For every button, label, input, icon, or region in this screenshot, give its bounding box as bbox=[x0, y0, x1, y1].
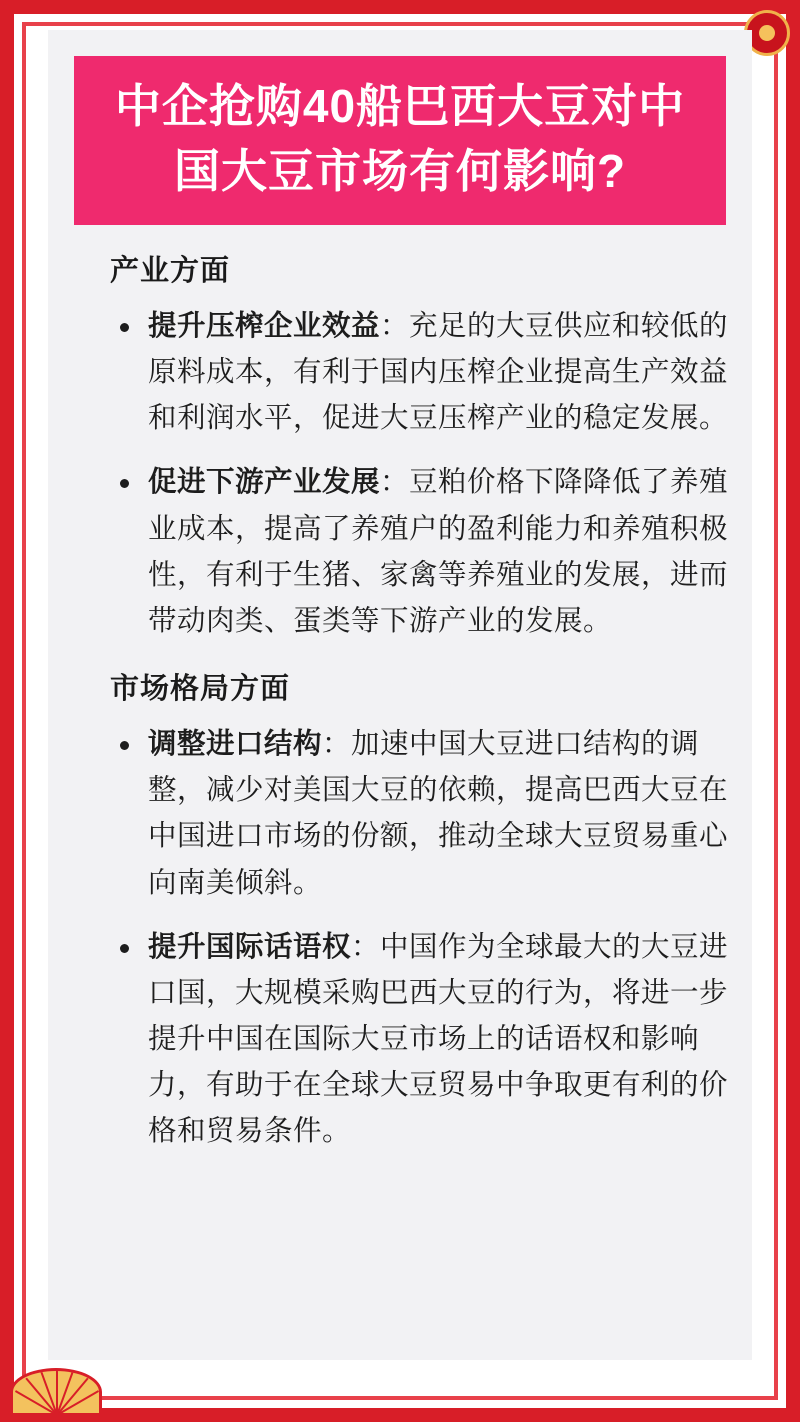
bullet-text: ：中国作为全球最大的大豆进口国，大规模采购巴西大豆的行为，将进一步提升中国在国际大豆市场上的话语权和影响力，有助于在全球大豆贸易中争取更有利的价格和贸易条件。 bbox=[148, 930, 729, 1148]
bullet-text: ：豆粕价格下降降低了养殖业成本，提高了养殖户的盈利能力和养殖积极性，有利于生猪、家禽等养殖业的发展，进而带动肉类、蛋类等下游产业的发展。 bbox=[148, 466, 729, 637]
page-title-line-2: 国大豆市场有何影响? bbox=[173, 145, 627, 198]
folding-fan-icon bbox=[10, 1368, 102, 1416]
section-heading-market: 市场格局方面 bbox=[110, 673, 291, 706]
bullet-lead: 调整进口结构 bbox=[148, 728, 323, 761]
content-card bbox=[48, 30, 752, 1360]
bullet-lead: 提升压榨企业效益 bbox=[148, 310, 381, 342]
bullet-list-industry bbox=[110, 303, 750, 644]
title-banner bbox=[74, 56, 726, 225]
bullet-text: ：加速中国大豆进口结构的调整，减少对美国大豆的依赖，提高巴西大豆在中国进口市场的份额，推动全球大豆贸易重心向南美倾斜。 bbox=[148, 728, 729, 899]
bullet-text: ：充足的大豆供应和较低的原料成本，有利于国内压榨企业提高生产效益和利润水平，促进大豆压榨产业的稳定发展。 bbox=[148, 310, 729, 435]
page-title-line-1: 中企抢购40船巴西大豆对中 bbox=[114, 80, 686, 132]
list-item bbox=[110, 721, 750, 906]
list-item bbox=[110, 924, 750, 1155]
list-item bbox=[110, 303, 750, 441]
bullet-lead: 提升国际话语权 bbox=[148, 930, 352, 963]
section-heading-industry: 产业方面 bbox=[110, 255, 231, 287]
body-content bbox=[110, 248, 750, 1173]
bullet-list-market bbox=[110, 721, 750, 1154]
bullet-lead: 促进下游产业发展 bbox=[148, 466, 381, 499]
list-item bbox=[110, 459, 750, 644]
